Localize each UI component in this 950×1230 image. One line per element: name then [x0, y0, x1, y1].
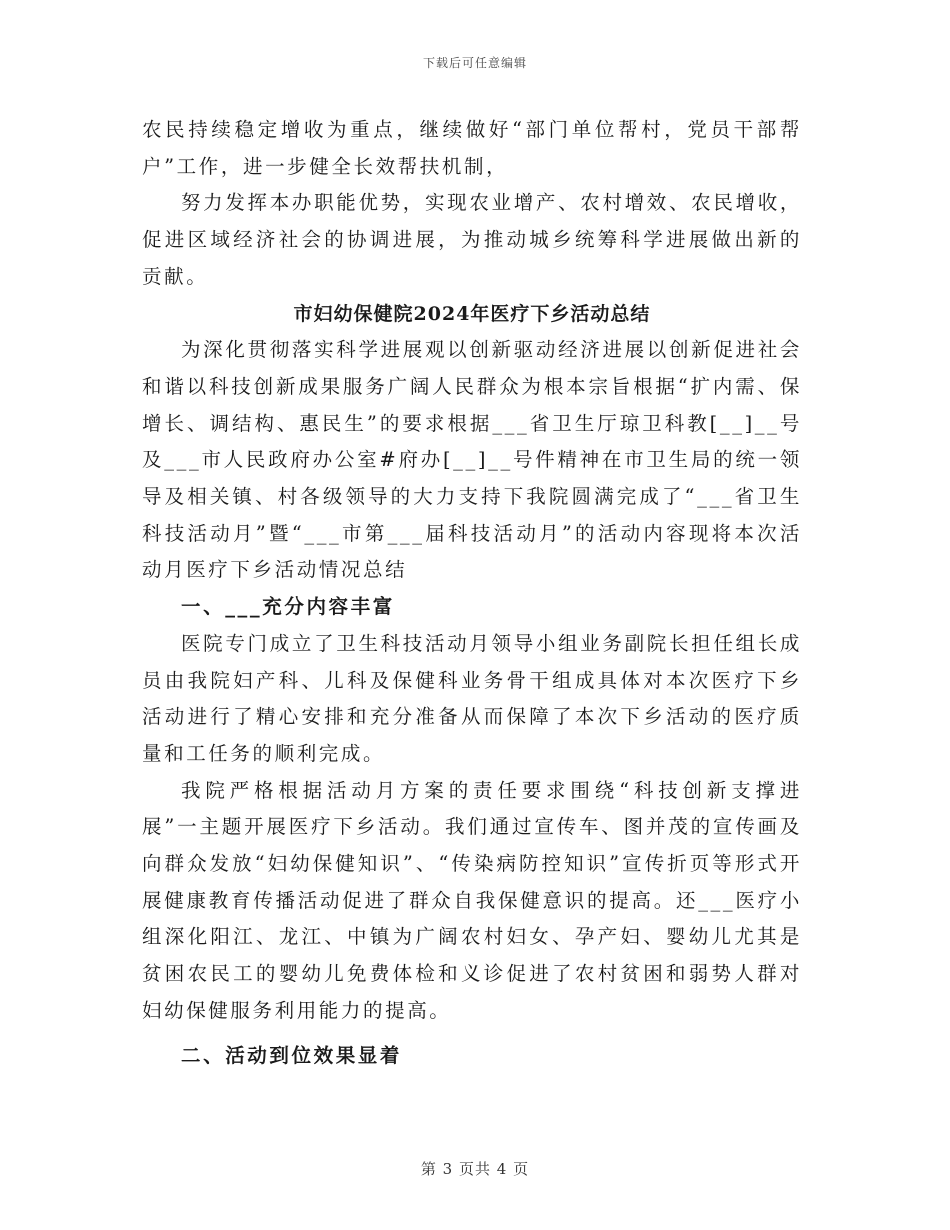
page-footer: 第 3 页共 4 页 [420, 1160, 530, 1178]
page-header: 下载后可任意编辑 [422, 56, 527, 70]
section1-paragraph-2: 我院严格根据活动月方案的责任要求围绕“科技创新支撑进展”一主题开展医疗下乡活动。我们通过宣传车、图并茂的宣传画及向群众发放“妇幼保健知识”、“传染病防控知识”宣传折页等形式开展健康教育传播活动促进了群众自我保健意识的提高。还___医疗小组深化阳江、龙江、中镇为广阔农村妇女、孕产妇、婴幼儿尤其是贫困农民工的婴幼儿免费体检和义诊促进了农村贫困和弱势人群对妇幼保健服务利用能力的提高。 [142, 778, 802, 1022]
section1-paragraph-1: 医院专门成立了卫生科技活动月领导小组业务副院长担任组长成员由我院妇产科、儿科及保健科业务骨干组成具体对本次医疗下乡活动进行了精心安排和充分准备从而保障了本次下乡活动的医疗质量和工任务的顺利完成。 [142, 631, 802, 765]
section-heading-1: 一、___充分内容丰富 [181, 595, 395, 619]
paragraph-intro: 为深化贯彻落实科学进展观以创新驱动经济进展以创新促进社会和谐以科技创新成果服务广阔人民群众为根本宗旨根据“扩内需、保增长、调结构、惠民生”的要求根据___省卫生厅琼卫科教[__]__号及___市人民政府办公室#府办[__]__号件精神在市卫生局的统一领导及相关镇、村各级领导的大力支持下我院圆满完成了“___省卫生科技活动月”暨“___市第___届科技活动月”的活动内容现将本次活动月医疗下乡活动情况总结 [142, 338, 802, 582]
document-body [142, 112, 802, 1074]
paragraph-continuation: 农民持续稳定增收为重点，继续做好“部门单位帮村，党员干部帮户”工作，进一步健全长效帮扶机制， [142, 118, 802, 178]
section-heading-2: 二、活动到位效果显着 [181, 1043, 403, 1067]
paragraph-closing: 努力发挥本办职能优势，实现农业增产、农村增效、农民增收，促进区域经济社会的协调进展，为推动城乡统筹科学进展做出新的贡献。 [142, 191, 802, 288]
document-title: 市妇幼保健院2024年医疗下乡活动总结 [293, 302, 651, 325]
